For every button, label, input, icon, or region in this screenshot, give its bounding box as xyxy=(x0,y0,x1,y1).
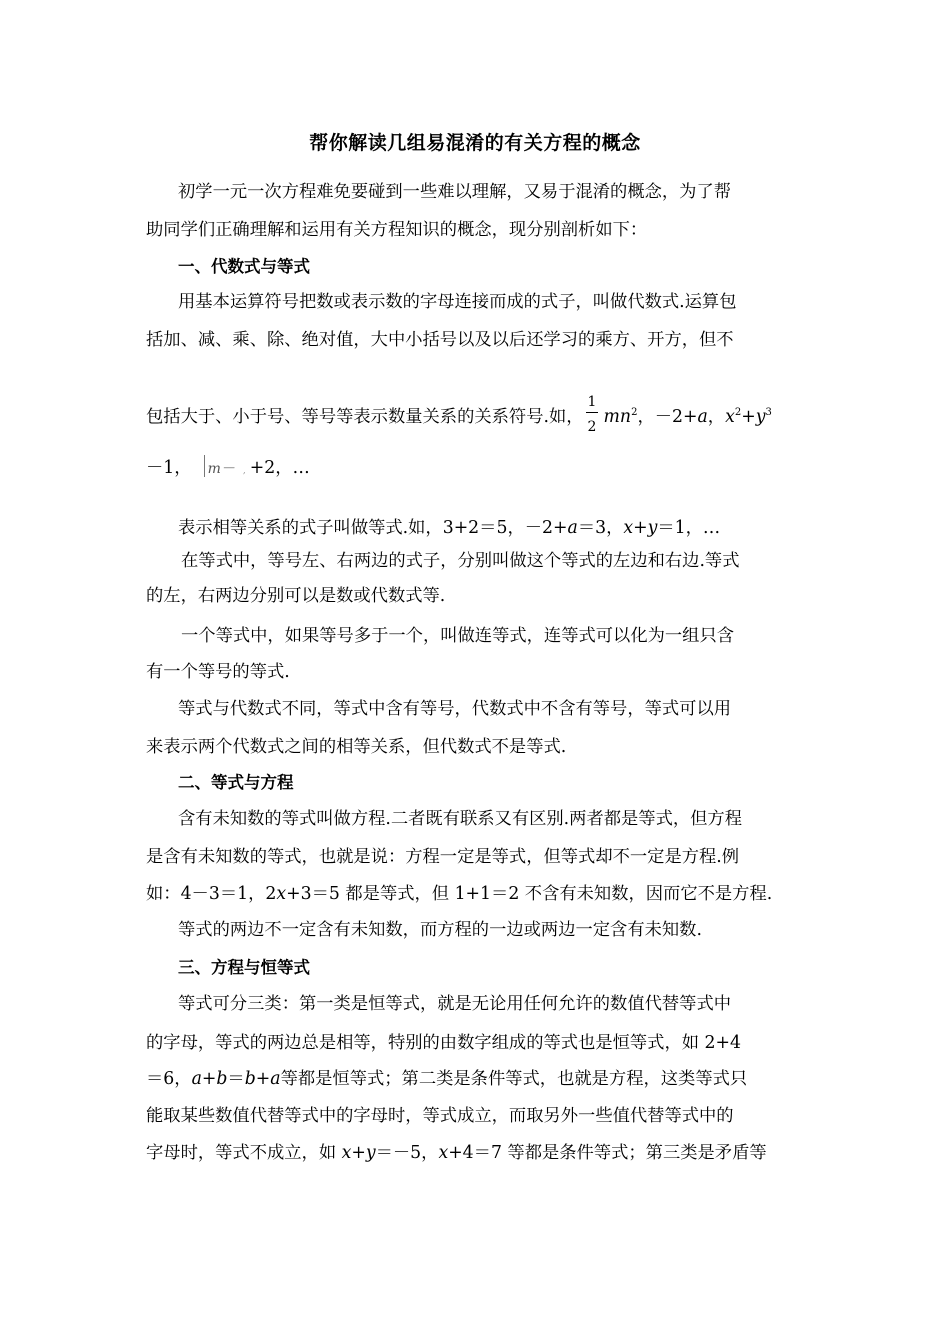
s1-p1-line-3: 包括大于、小于号、等号等表示数量关系的关系符号.如， $\frac{1}{2}$ $mn^2$，－2+a，$x^2+y^3$ xyxy=(146,388,772,436)
section-2-heading: 二、等式与方程 xyxy=(178,773,294,792)
s2-p2: 等式的两边不一定含有未知数，而方程的一边或两边一定含有未知数. xyxy=(178,920,702,940)
s2-p1-line-3: 如：4－3＝1，2x+3＝5 都是等式，但 1+1＝2 不含有未知数，因而它不是方程. xyxy=(146,884,773,904)
s3-p1-line-1: 等式可分三类：第一类是恒等式，就是无论用任何允许的数值代替等式中 xyxy=(178,994,732,1014)
intro-line-1: 初学一元一次方程难免要碰到一些难以理解，又易于混淆的概念，为了帮 xyxy=(178,182,732,202)
s1-p1-line-4: －1， m－ , +2，… xyxy=(146,456,310,483)
absolute-value-expression: m－ , xyxy=(208,457,246,483)
s1-p4-line-1: 一个等式中，如果等号多于一个，叫做连等式，连等式可以化为一组只含 xyxy=(181,626,735,646)
s3-p1-line-4: 能取某些数值代替等式中的字母时，等式成立，而取另外一些值代替等式中的 xyxy=(146,1106,734,1126)
document-title: 帮你解读几组易混淆的有关方程的概念 xyxy=(309,132,641,154)
s1-p2: 表示相等关系的式子叫做等式.如，3+2＝5，－2+a＝3，x+y＝1，… xyxy=(178,518,721,538)
s1-p4-line-2: 有一个等号的等式. xyxy=(146,662,290,682)
s1-p5-line-1: 等式与代数式不同，等式中含有等号，代数式中不含有等号，等式可以用 xyxy=(178,699,732,719)
intro-line-2: 助同学们正确理解和运用有关方程知识的概念，现分别剖析如下： xyxy=(146,220,648,240)
s1-p5-line-2: 来表示两个代数式之间的相等关系，但代数式不是等式. xyxy=(146,737,567,757)
s3-p1-line-3: ＝6，a+b＝b+a等都是恒等式；第二类是条件等式，也就是方程，这类等式只 xyxy=(146,1069,748,1089)
s1-p1-line-1: 用基本运算符号把数或表示数的字母连接而成的式子，叫做代数式.运算包 xyxy=(178,292,737,312)
s2-p1-line-2: 是含有未知数的等式，也就是说：方程一定是等式，但等式却不一定是方程.例 xyxy=(146,847,740,867)
section-1-heading: 一、代数式与等式 xyxy=(178,257,310,276)
s3-p1-line-5: 字母时，等式不成立，如 x+y＝－5，x+4＝7 等都是条件等式；第三类是矛盾等 xyxy=(146,1143,767,1163)
fraction-one-half: $\frac{1}{2}$ xyxy=(587,394,597,435)
section-3-heading: 三、方程与恒等式 xyxy=(178,958,310,977)
s1-p3-line-1: 在等式中，等号左、右两边的式子，分别叫做这个等式的左边和右边.等式 xyxy=(181,551,740,571)
s2-p1-line-1: 含有未知数的等式叫做方程.二者既有联系又有区别.两者都是等式，但方程 xyxy=(178,809,742,829)
s1-p1-line-2: 括加、减、乘、除、绝对值，大中小括号以及以后还学习的乘方、开方，但不 xyxy=(146,330,734,350)
s3-p1-line-2: 的字母，等式的两边总是相等，特别的由数字组成的等式也是恒等式，如 2+4 xyxy=(146,1033,741,1053)
s1-p3-line-2: 的左，右两边分别可以是数或代数式等. xyxy=(146,586,446,606)
